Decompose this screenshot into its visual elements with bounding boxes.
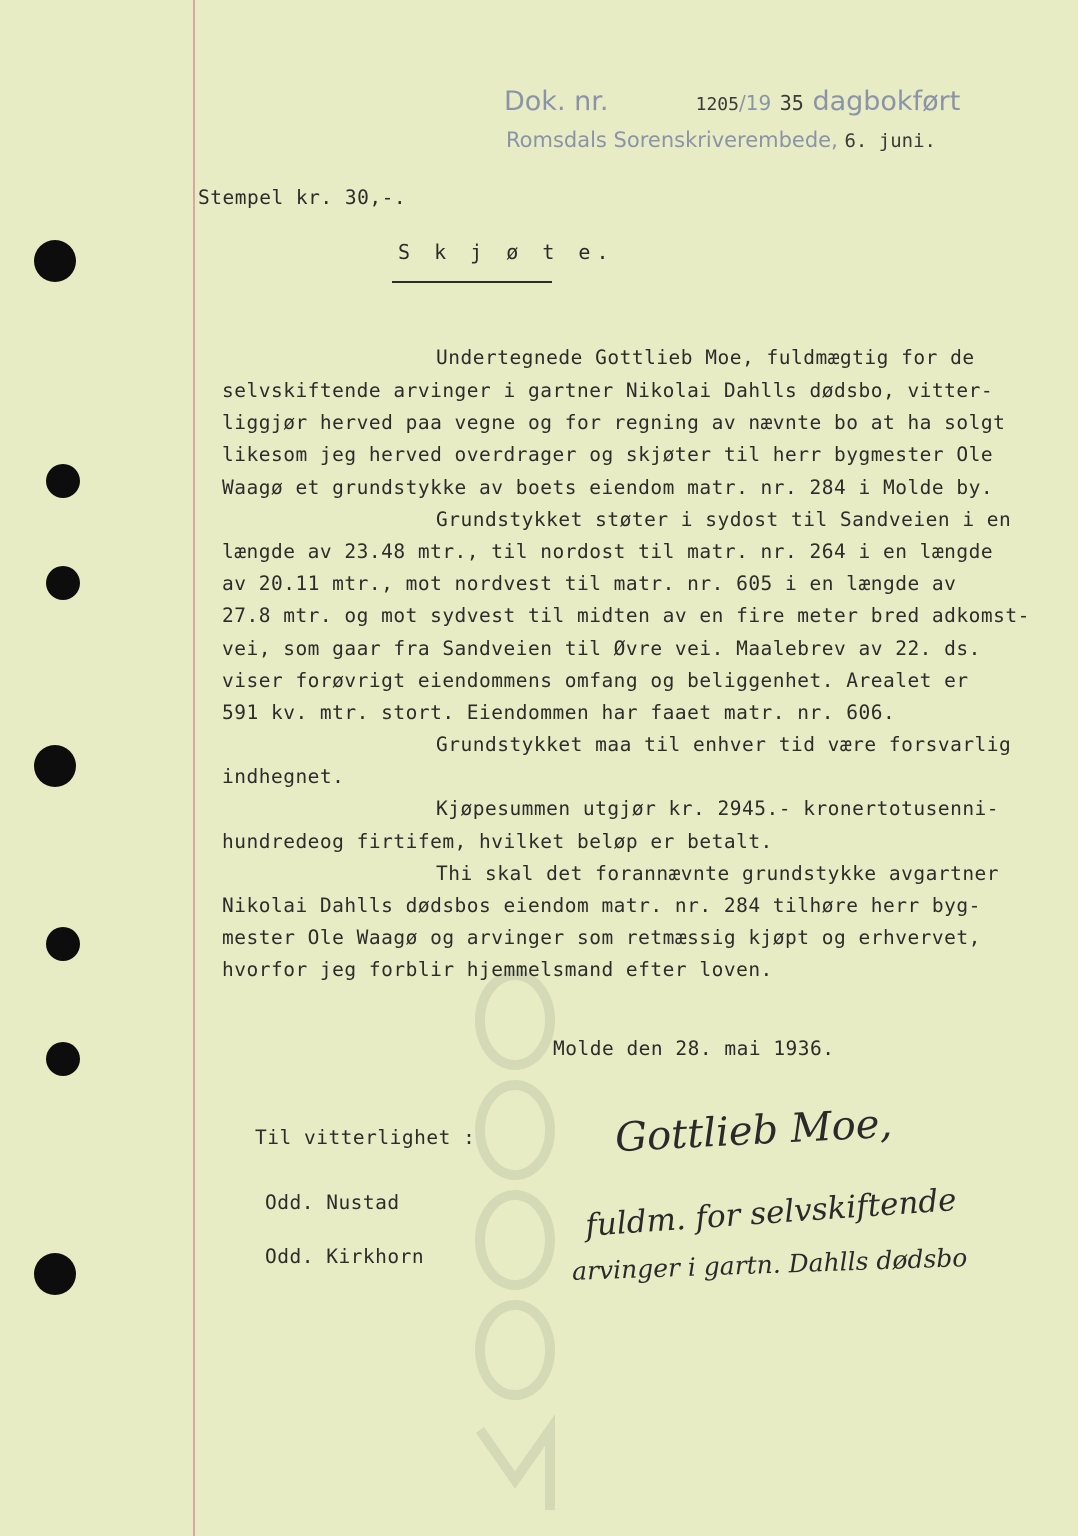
body-line: indhegnet. — [222, 765, 345, 788]
stamp-number: 1205 — [695, 94, 739, 115]
body-line: likesom jeg herved overdrager og skjøter til herr bygmester Ole — [222, 443, 994, 466]
stamp-year-prefix: /19 — [738, 91, 772, 115]
punch-hole — [46, 464, 80, 498]
stamp-dok-label: Dok. nr. — [504, 86, 609, 117]
body-line: Grundstykket maa til enhver tid være forsvarlig — [436, 733, 1012, 756]
body-line: hvorfor jeg forblir hjemmelsmand efter loven. — [222, 958, 773, 981]
signature-name: Gottlieb Moe, — [613, 1100, 894, 1162]
punch-hole — [34, 1253, 76, 1295]
body-line: 591 kv. mtr. stort. Eiendommen har faaet matr. nr. 606. — [222, 701, 896, 724]
stamp-year-suffix: 35 — [779, 91, 804, 115]
title-underline — [392, 281, 552, 283]
body-line: Nikolai Dahlls dødsbos eiendom matr. nr. 284 tilhøre herr byg- — [222, 894, 981, 917]
stempel-line: Stempel kr. 30,-. — [198, 186, 407, 209]
body-line: Grundstykket støter i sydost til Sandveien i en — [436, 508, 1012, 531]
body-line: viser forøvrigt eiendommens omfang og beliggenhet. Arealet er — [222, 669, 969, 692]
witness-heading: Til vitterlighet : — [255, 1126, 476, 1149]
body-line: Thi skal det forannævnte grundstykke avgartner — [436, 862, 1000, 885]
punch-hole — [46, 1042, 80, 1076]
body-line: av 20.11 mtr., mot nordvest til matr. nr. 605 i en længde av — [222, 572, 957, 595]
margin-line — [193, 0, 195, 1536]
body-line: Kjøpesummen utgjør kr. 2945.- kronertotusenni- — [436, 797, 1000, 820]
body-line: Waagø et grundstykke av boets eiendom matr. nr. 284 i Molde by. — [222, 476, 994, 499]
punch-hole — [34, 240, 76, 282]
body-line: liggjør herved paa vegne og for regning av nævnte bo at ha solgt — [222, 411, 1006, 434]
registration-stamp — [504, 86, 960, 117]
witness-name: Odd. Kirkhorn — [265, 1245, 425, 1268]
stamp-date: 6. juni. — [844, 130, 936, 152]
body-line: 27.8 mtr. og mot sydvest til midten av en fire meter bred adkomst- — [222, 604, 1030, 627]
body-line: hundredeog firtifem, hvilket beløp er betalt. — [222, 830, 773, 853]
body-line: vei, som gaar fra Sandveien til Øvre vei. Maalebrev av 22. ds. — [222, 637, 981, 660]
stamp-dagbokfort: dagbokført — [812, 86, 961, 117]
signature-title-line: arvinger i gartn. Dahlls dødsbo — [571, 1243, 968, 1286]
punch-hole — [34, 745, 76, 787]
body-line: længde av 23.48 mtr., til nordost til matr. nr. 264 i en længde — [222, 540, 994, 563]
punch-hole — [46, 566, 80, 600]
place-date: Molde den 28. mai 1936. — [553, 1037, 835, 1060]
stamp-office: Romsdals Sorenskriverembede, — [506, 128, 838, 152]
body-line: selvskiftende arvinger i gartner Nikolai Dahlls dødsbo, vitter- — [222, 379, 994, 402]
registration-office-line — [506, 128, 936, 152]
document-title: S k j ø t e. — [398, 240, 615, 264]
punch-hole — [46, 927, 80, 961]
body-line: Undertegnede Gottlieb Moe, fuldmægtig for de — [436, 346, 975, 369]
body-line: mester Ole Waagø og arvinger som retmæssig kjøpt og erhvervet, — [222, 926, 981, 949]
signature-title-line: fuldm. for selvskiftende — [584, 1182, 958, 1244]
witness-name: Odd. Nustad — [265, 1191, 400, 1214]
